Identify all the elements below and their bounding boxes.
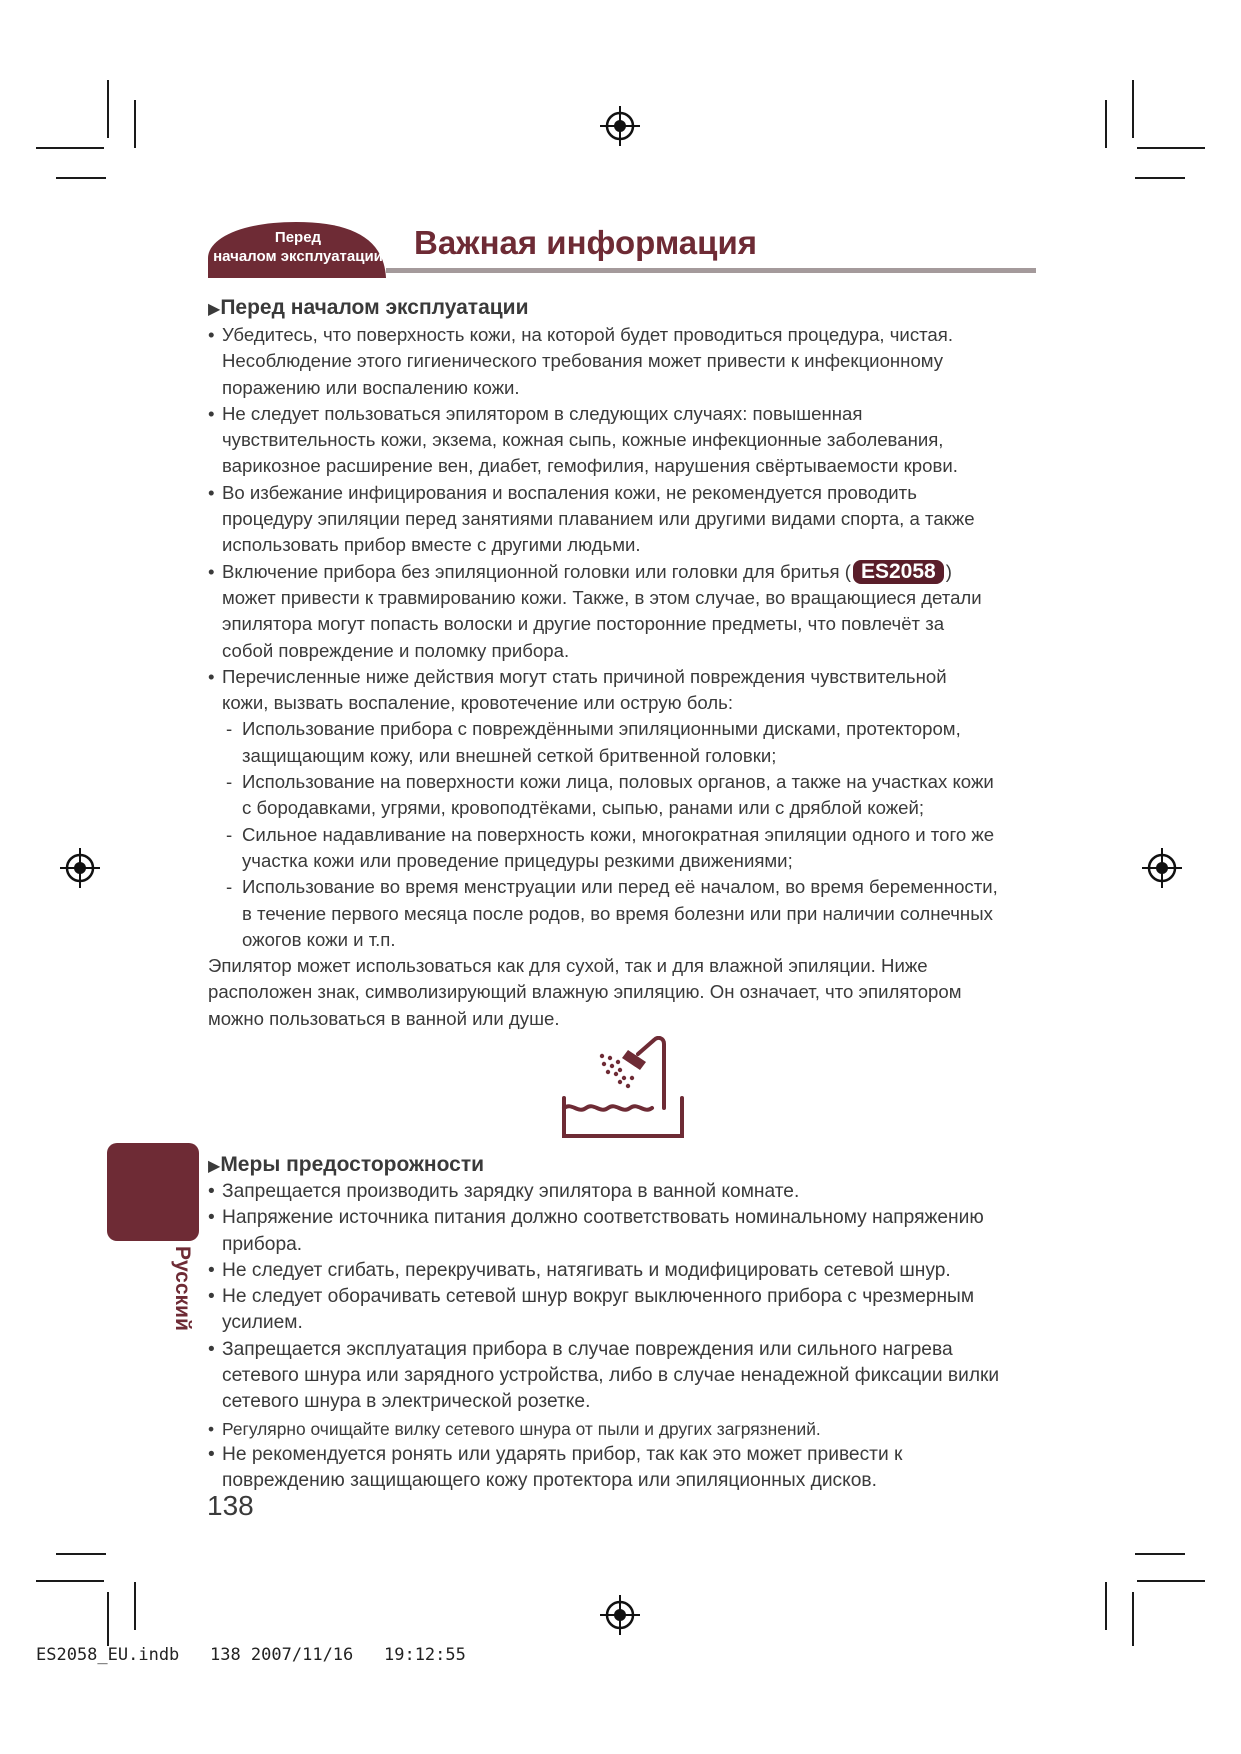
crop-mark [134, 1582, 136, 1630]
crop-mark [56, 177, 106, 179]
crop-mark [1105, 100, 1107, 148]
list-item: • Не рекомендуется ронять или ударять прибор, так как это может привести к повреждению защищающего кожу протектора или эпиляционных дисков. [208, 1442, 1048, 1495]
crop-mark [1137, 147, 1205, 149]
crop-mark [36, 1580, 104, 1582]
shower-bath-icon [560, 1036, 686, 1140]
crop-mark [1105, 1582, 1107, 1630]
section-heading: ▶Меры предосторожности [208, 1153, 485, 1176]
print-slug: ES2058_EU.indb 138 2007/11/16 19:12:55 [36, 1645, 466, 1665]
sub-list-item: - Использование во время менструации или перед её началом, во время беременности, в течение первого месяца после родов, во время болезни или при наличии солнечных ожогов кожи и т.п. [208, 874, 1048, 953]
list-item: • Не следует сгибать, перекручивать, натягивать и модифицировать сетевой шнур. [208, 1258, 1048, 1284]
list-item: • Регулярно очищайте вилку сетевого шнура от пыли и других загрязнений. [208, 1416, 1048, 1442]
language-tab-block [107, 1143, 199, 1241]
list-item: • Запрещается эксплуатация прибора в случае повреждения или сильного нагрева сетевого шнура или зарядного устройства, либо в случае ненадежной фиксации вилки сетевого шнура в электрической розетке. [208, 1337, 1048, 1416]
model-badge: ES2058 [853, 560, 944, 584]
paragraph: Эпилятор может использоваться как для сухой, так и для влажной эпиляции. Ниже расположен знак, символизирующий влажную эпиляцию. Он означает, что эпилятором можно пользоваться в ванной или душе. [208, 955, 962, 1029]
crop-mark [1135, 177, 1185, 179]
list-item: • Не следует пользоваться эпилятором в следующих случаях: повышенная чувствительность кожи, экзема, кожная сыпь, кожные инфекционные заболевания, варикозное расширение вен, диабет, гемофилия, нарушения свёртываемости крови. [208, 401, 1048, 480]
list-item: • Перечисленные ниже действия могут стать причиной повреждения чувствительной кожи, вызвать воспаление, кровотечение или острую боль: [208, 664, 1048, 717]
crop-mark [107, 1592, 109, 1646]
crop-mark [56, 1553, 106, 1555]
sub-list-item: - Сильное надавливание на поверхность кожи, многократная эпиляции одного и того же участка кожи или проведение прицедуры резкими движениями; [208, 822, 1048, 875]
triangle-bullet-icon: ▶ [208, 301, 221, 318]
list-item: • Запрещается производить зарядку эпилятора в ванной комнате. [208, 1179, 1048, 1205]
crop-mark [134, 100, 136, 148]
crop-mark [1137, 1580, 1205, 1582]
list-item: • Не следует оборачивать сетевой шнур вокруг выключенного прибора с чрезмерным усилием. [208, 1284, 1048, 1337]
list-item: • Напряжение источника питания должно соответствовать номинальному напряжению прибора. [208, 1205, 1048, 1258]
crop-mark [36, 147, 104, 149]
section-heading: ▶Перед началом эксплуатации [208, 296, 529, 319]
registration-mark-icon [1142, 848, 1182, 888]
list-item: • Убедитесь, что поверхность кожи, на которой будет проводиться процедура, чистая. Несоблюдение этого гигиенического требования может привести к инфекционному поражению или воспалению кожи. [208, 322, 1048, 401]
registration-mark-icon [60, 848, 100, 888]
crop-mark [107, 80, 109, 138]
crop-mark [1132, 80, 1134, 138]
section-list [208, 1179, 1048, 1495]
list-item: • Включение прибора без эпиляционной головки или головки для бритья ( ES2058 ) может привести к травмированию кожи. Также, в этом случае, во вращающиеся детали эпилятора могут попасть волоски и другие посторонние предметы, что повлечёт за собой повреждение и поломку прибора. [208, 559, 1048, 664]
sub-list-item: - Использование прибора с повреждёнными эпиляционными дисками, протектором, защищающим кожу, или внешней сеткой бритвенной головки; [208, 716, 1048, 769]
triangle-bullet-icon: ▶ [208, 1158, 221, 1175]
sub-list-item: - Использование на поверхности кожи лица, половых органов, а также на участках кожи с бородавками, угрями, кровоподтёками, сыпью, ранами или с дряблой кожей; [208, 769, 1048, 822]
section-list [208, 322, 1048, 1032]
section-tab-label: Перед началом эксплуатации [213, 229, 383, 265]
registration-mark-icon [600, 106, 640, 146]
crop-mark [1132, 1592, 1134, 1646]
page-number: 138 [207, 1490, 254, 1521]
crop-mark [1135, 1553, 1185, 1555]
language-tab-label: Русский [171, 1246, 194, 1331]
registration-mark-icon [600, 1595, 640, 1635]
page-title: Важная информация [414, 224, 757, 261]
title-underline [386, 268, 1036, 273]
list-item: • Во избежание инфицирования и воспаления кожи, не рекомендуется проводить процедуру эпиляции перед занятиями плаванием или другими видами спорта, а также использовать прибор вместе с другими людьми. [208, 480, 1048, 559]
